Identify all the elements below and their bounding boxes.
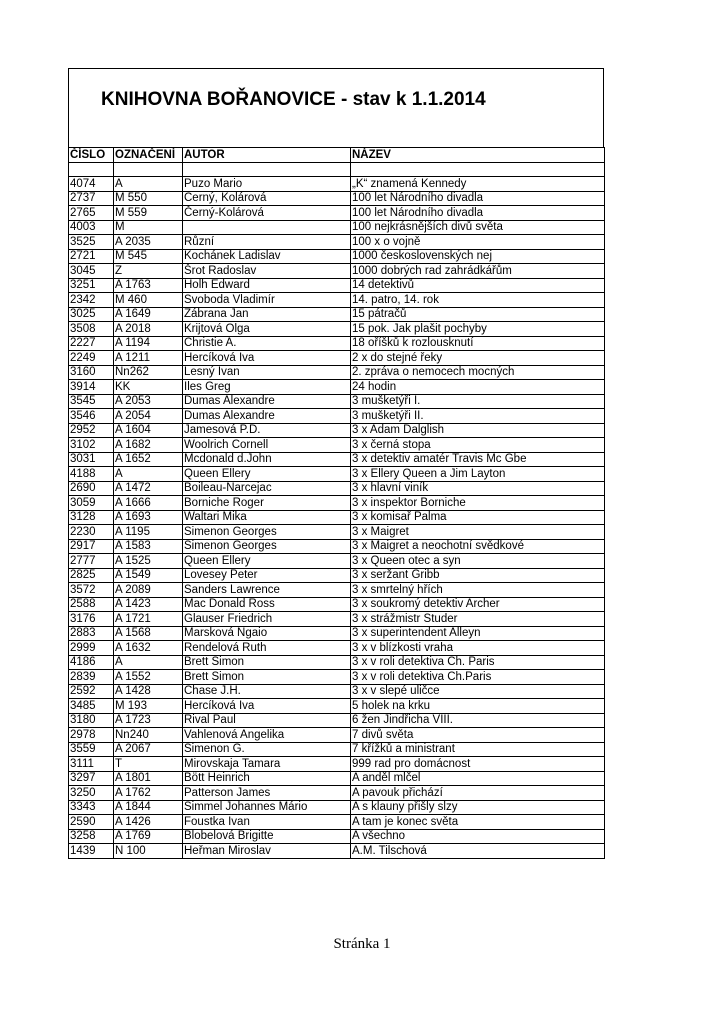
- cislo-cell: 3545: [69, 394, 114, 409]
- table-row: [69, 742, 605, 757]
- table-row: [69, 322, 605, 337]
- autor-cell: Rendelová Ruth: [183, 641, 351, 656]
- nazev-cell: 999 rad pro domácnost: [351, 757, 605, 772]
- table-row: [69, 307, 605, 322]
- autor-cell: Heřman Miroslav: [183, 844, 351, 859]
- empty-cell: [351, 162, 605, 177]
- nazev-cell: 6 žen Jindřicha VIII.: [351, 713, 605, 728]
- nazev-cell: 14. patro, 14. rok: [351, 293, 605, 308]
- autor-cell: Svoboda Vladimír: [183, 293, 351, 308]
- oznaceni-cell: A 1194: [114, 336, 183, 351]
- nazev-cell: 24 hodin: [351, 380, 605, 395]
- cislo-cell: 3914: [69, 380, 114, 395]
- table-row: [69, 612, 605, 627]
- oznaceni-cell: A 1763: [114, 278, 183, 293]
- oznaceni-cell: A 1583: [114, 539, 183, 554]
- autor-cell: [183, 220, 351, 235]
- empty-cell: [69, 162, 114, 177]
- oznaceni-cell: A 1604: [114, 423, 183, 438]
- autor-cell: Hercíková Iva: [183, 699, 351, 714]
- autor-cell: Boileau-Narcejac: [183, 481, 351, 496]
- oznaceni-cell: A 1721: [114, 612, 183, 627]
- oznaceni-cell: A 1428: [114, 684, 183, 699]
- nazev-cell: 3 x v slepé uličce: [351, 684, 605, 699]
- autor-cell: Dumas Alexandre: [183, 394, 351, 409]
- table-row: [69, 510, 605, 525]
- nazev-cell: 2 x do stejné řeky: [351, 351, 605, 366]
- table-row: [69, 264, 605, 279]
- autor-cell: Jamesová P.D.: [183, 423, 351, 438]
- autor-cell: Mcdonald d.John: [183, 452, 351, 467]
- nazev-cell: 3 x Maigret: [351, 525, 605, 540]
- cislo-cell: 2777: [69, 554, 114, 569]
- nazev-cell: 7 divů světa: [351, 728, 605, 743]
- nazev-cell: A.M. Tilschová: [351, 844, 605, 859]
- nazev-cell: 15 pok. Jak plašit pochyby: [351, 322, 605, 337]
- nazev-cell: 100 nejkrásnějších divů světa: [351, 220, 605, 235]
- nazev-cell: 3 x smrtelný hřích: [351, 583, 605, 598]
- autor-cell: Blobelová Brigitte: [183, 829, 351, 844]
- autor-cell: Brett Simon: [183, 655, 351, 670]
- title-cell: [68, 68, 604, 147]
- cislo-cell: 3180: [69, 713, 114, 728]
- cislo-cell: 2825: [69, 568, 114, 583]
- autor-cell: Rival Paul: [183, 713, 351, 728]
- nazev-cell: 1000 dobrých rad zahrádkářům: [351, 264, 605, 279]
- nazev-cell: 3 mušketýři II.: [351, 409, 605, 424]
- cislo-cell: 3485: [69, 699, 114, 714]
- cislo-cell: 3250: [69, 786, 114, 801]
- cislo-cell: 2590: [69, 815, 114, 830]
- oznaceni-cell: Nn262: [114, 365, 183, 380]
- nazev-cell: 3 x detektiv amatér Travis Mc Gbe: [351, 452, 605, 467]
- oznaceni-cell: A: [114, 467, 183, 482]
- table-row: [69, 452, 605, 467]
- oznaceni-cell: A 2053: [114, 394, 183, 409]
- page-footer: Stránka 1: [333, 936, 391, 952]
- oznaceni-cell: A 1769: [114, 829, 183, 844]
- table-row: [69, 249, 605, 264]
- nazev-cell: 100 let Národního divadla: [351, 191, 605, 206]
- autor-cell: Puzo Mario: [183, 177, 351, 192]
- table-row: [69, 699, 605, 714]
- table-row: [69, 496, 605, 511]
- autor-cell: Krijtová Olga: [183, 322, 351, 337]
- nazev-cell: 3 x inspektor Borniche: [351, 496, 605, 511]
- autor-cell: Bött Heinrich: [183, 771, 351, 786]
- cislo-cell: 2917: [69, 539, 114, 554]
- column-header-cislo: ČÍSLO: [69, 148, 114, 163]
- table-row: [69, 467, 605, 482]
- nazev-cell: A všechno: [351, 829, 605, 844]
- autor-cell: Černý, Kolárová: [183, 191, 351, 206]
- oznaceni-cell: N 100: [114, 844, 183, 859]
- oznaceni-cell: A 2089: [114, 583, 183, 598]
- oznaceni-cell: A 2054: [114, 409, 183, 424]
- nazev-cell: 3 x strážmistr Studer: [351, 612, 605, 627]
- table-row: [69, 655, 605, 670]
- table-row: [69, 394, 605, 409]
- autor-cell: Patterson James: [183, 786, 351, 801]
- cislo-cell: 3297: [69, 771, 114, 786]
- cislo-cell: 3160: [69, 365, 114, 380]
- table-row: [69, 597, 605, 612]
- oznaceni-cell: M 460: [114, 293, 183, 308]
- cislo-cell: 4074: [69, 177, 114, 192]
- empty-cell: [114, 162, 183, 177]
- autor-cell: Šrot Radoslav: [183, 264, 351, 279]
- cislo-cell: 2227: [69, 336, 114, 351]
- autor-cell: Sanders Lawrence: [183, 583, 351, 598]
- header-row: [69, 148, 605, 163]
- cislo-cell: 2342: [69, 293, 114, 308]
- autor-cell: Různí: [183, 235, 351, 250]
- autor-cell: Hercíková Iva: [183, 351, 351, 366]
- cislo-cell: 2592: [69, 684, 114, 699]
- nazev-cell: 5 holek na krku: [351, 699, 605, 714]
- page-title: KNIHOVNA BOŘANOVICE - stav k 1.1.2014: [101, 89, 486, 110]
- autor-cell: Dumas Alexandre: [183, 409, 351, 424]
- column-header-nazev: NÁZEV: [351, 148, 605, 163]
- table-row: [69, 438, 605, 453]
- table-row: [69, 220, 605, 235]
- table-row: [69, 626, 605, 641]
- table-row: [69, 728, 605, 743]
- table-row: [69, 713, 605, 728]
- autor-cell: Chase J.H.: [183, 684, 351, 699]
- cislo-cell: 3031: [69, 452, 114, 467]
- autor-cell: Foustka Ivan: [183, 815, 351, 830]
- table-row: [69, 177, 605, 192]
- library-table: [68, 147, 605, 859]
- nazev-cell: 100 x o vojně: [351, 235, 605, 250]
- nazev-cell: A tam je konec světa: [351, 815, 605, 830]
- table-row: [69, 206, 605, 221]
- oznaceni-cell: A 1552: [114, 670, 183, 685]
- column-header-oznaceni: OZNAČENÍ: [114, 148, 183, 163]
- autor-cell: Simenon Georges: [183, 525, 351, 540]
- oznaceni-cell: M 545: [114, 249, 183, 264]
- oznaceni-cell: A 2018: [114, 322, 183, 337]
- cislo-cell: 2737: [69, 191, 114, 206]
- cislo-cell: 2721: [69, 249, 114, 264]
- table-row: [69, 409, 605, 424]
- nazev-cell: 7 křížků a ministrant: [351, 742, 605, 757]
- cislo-cell: 4186: [69, 655, 114, 670]
- oznaceni-cell: A 1682: [114, 438, 183, 453]
- empty-cell: [183, 162, 351, 177]
- nazev-cell: 100 let Národního divadla: [351, 206, 605, 221]
- cislo-cell: 2839: [69, 670, 114, 685]
- autor-cell: Černý-Kolárová: [183, 206, 351, 221]
- autor-cell: Borniche Roger: [183, 496, 351, 511]
- table-row: [69, 278, 605, 293]
- oznaceni-cell: A: [114, 655, 183, 670]
- oznaceni-cell: A 1723: [114, 713, 183, 728]
- oznaceni-cell: A 2067: [114, 742, 183, 757]
- nazev-cell: 3 mušketýři I.: [351, 394, 605, 409]
- autor-cell: Glauser Friedrich: [183, 612, 351, 627]
- autor-cell: Simenon Georges: [183, 539, 351, 554]
- spreadsheet: [68, 68, 604, 859]
- cislo-cell: 3572: [69, 583, 114, 598]
- oznaceni-cell: A 1632: [114, 641, 183, 656]
- autor-cell: Vahlenová Angelika: [183, 728, 351, 743]
- cislo-cell: 2999: [69, 641, 114, 656]
- nazev-cell: 3 x v roli detektiva Ch. Paris: [351, 655, 605, 670]
- oznaceni-cell: M 559: [114, 206, 183, 221]
- table-row: [69, 191, 605, 206]
- nazev-cell: 3 x černá stopa: [351, 438, 605, 453]
- cislo-cell: 3258: [69, 829, 114, 844]
- table-row: [69, 757, 605, 772]
- cislo-cell: 3251: [69, 278, 114, 293]
- oznaceni-cell: A 1472: [114, 481, 183, 496]
- oznaceni-cell: A 1801: [114, 771, 183, 786]
- cislo-cell: 3508: [69, 322, 114, 337]
- table-row: [69, 568, 605, 583]
- cislo-cell: 2690: [69, 481, 114, 496]
- table-row: [69, 554, 605, 569]
- nazev-cell: 3 x Maigret a neochotní svědkové: [351, 539, 605, 554]
- oznaceni-cell: A 1525: [114, 554, 183, 569]
- table-row: [69, 525, 605, 540]
- autor-cell: Queen Ellery: [183, 554, 351, 569]
- table-row: [69, 800, 605, 815]
- nazev-cell: 3 x hlavní viník: [351, 481, 605, 496]
- oznaceni-cell: A 1652: [114, 452, 183, 467]
- nazev-cell: 3 x v roli detektiva Ch.Paris: [351, 670, 605, 685]
- table-row: [69, 336, 605, 351]
- nazev-cell: A anděl mlčel: [351, 771, 605, 786]
- autor-cell: Queen Ellery: [183, 467, 351, 482]
- nazev-cell: 14 detektivů: [351, 278, 605, 293]
- table-row: [69, 670, 605, 685]
- nazev-cell: 3 x Queen otec a syn: [351, 554, 605, 569]
- nazev-cell: A pavouk přichází: [351, 786, 605, 801]
- oznaceni-cell: A 1423: [114, 597, 183, 612]
- nazev-cell: 3 x Adam Dalglish: [351, 423, 605, 438]
- autor-cell: Holh Edward: [183, 278, 351, 293]
- nazev-cell: 3 x v blízkosti vraha: [351, 641, 605, 656]
- oznaceni-cell: M 193: [114, 699, 183, 714]
- autor-cell: Christie A.: [183, 336, 351, 351]
- table-row: [69, 583, 605, 598]
- cislo-cell: 2952: [69, 423, 114, 438]
- cislo-cell: 3343: [69, 800, 114, 815]
- autor-cell: Mirovskaja Tamara: [183, 757, 351, 772]
- cislo-cell: 3102: [69, 438, 114, 453]
- oznaceni-cell: M: [114, 220, 183, 235]
- nazev-cell: „K“ znamená Kennedy: [351, 177, 605, 192]
- oznaceni-cell: A 1762: [114, 786, 183, 801]
- autor-cell: Simenon G.: [183, 742, 351, 757]
- autor-cell: Marsková Ngaio: [183, 626, 351, 641]
- nazev-cell: 3 x komisař Palma: [351, 510, 605, 525]
- oznaceni-cell: A 1195: [114, 525, 183, 540]
- cislo-cell: 3128: [69, 510, 114, 525]
- table-row: [69, 423, 605, 438]
- nazev-cell: 18 oříšků k rozlousknutí: [351, 336, 605, 351]
- nazev-cell: 3 x Ellery Queen a Jim Layton: [351, 467, 605, 482]
- cislo-cell: 3546: [69, 409, 114, 424]
- table-row: [69, 293, 605, 308]
- nazev-cell: 2. zpráva o nemocech mocných: [351, 365, 605, 380]
- table-row: [69, 684, 605, 699]
- cislo-cell: 3176: [69, 612, 114, 627]
- oznaceni-cell: T: [114, 757, 183, 772]
- table-row: [69, 815, 605, 830]
- oznaceni-cell: A 1211: [114, 351, 183, 366]
- autor-cell: Lesný Ivan: [183, 365, 351, 380]
- table-row: [69, 365, 605, 380]
- cislo-cell: 3025: [69, 307, 114, 322]
- oznaceni-cell: KK: [114, 380, 183, 395]
- nazev-cell: A s klauny přišly slzy: [351, 800, 605, 815]
- oznaceni-cell: A 1549: [114, 568, 183, 583]
- cislo-cell: 3525: [69, 235, 114, 250]
- cislo-cell: 3559: [69, 742, 114, 757]
- table-row: [69, 771, 605, 786]
- oznaceni-cell: A 1666: [114, 496, 183, 511]
- autor-cell: Waltari Mika: [183, 510, 351, 525]
- autor-cell: Simmel Johannes Mário: [183, 800, 351, 815]
- cislo-cell: 1439: [69, 844, 114, 859]
- cislo-cell: 4003: [69, 220, 114, 235]
- oznaceni-cell: A 1568: [114, 626, 183, 641]
- oznaceni-cell: Nn240: [114, 728, 183, 743]
- autor-cell: Kochánek Ladislav: [183, 249, 351, 264]
- table-row: [69, 481, 605, 496]
- nazev-cell: 15 pátračů: [351, 307, 605, 322]
- cislo-cell: 2230: [69, 525, 114, 540]
- table-row: [69, 641, 605, 656]
- nazev-cell: 1000 československých nej: [351, 249, 605, 264]
- oznaceni-cell: A 2035: [114, 235, 183, 250]
- autor-cell: Brett Simon: [183, 670, 351, 685]
- cislo-cell: 3111: [69, 757, 114, 772]
- oznaceni-cell: A 1649: [114, 307, 183, 322]
- table-row: [69, 844, 605, 859]
- table-row: [69, 380, 605, 395]
- oznaceni-cell: Z: [114, 264, 183, 279]
- autor-cell: Woolrich Cornell: [183, 438, 351, 453]
- cislo-cell: 3045: [69, 264, 114, 279]
- autor-cell: Mac Donald Ross: [183, 597, 351, 612]
- cislo-cell: 4188: [69, 467, 114, 482]
- oznaceni-cell: A 1693: [114, 510, 183, 525]
- cislo-cell: 2588: [69, 597, 114, 612]
- table-row: [69, 351, 605, 366]
- autor-cell: Iles Greg: [183, 380, 351, 395]
- autor-cell: Zábrana Jan: [183, 307, 351, 322]
- cislo-cell: 3059: [69, 496, 114, 511]
- cislo-cell: 2883: [69, 626, 114, 641]
- empty-row: [69, 162, 605, 177]
- cislo-cell: 2249: [69, 351, 114, 366]
- nazev-cell: 3 x superintendent Alleyn: [351, 626, 605, 641]
- cislo-cell: 2765: [69, 206, 114, 221]
- table-row: [69, 786, 605, 801]
- column-header-autor: AUTOR: [183, 148, 351, 163]
- cislo-cell: 2978: [69, 728, 114, 743]
- table-row: [69, 235, 605, 250]
- autor-cell: Lovesey Peter: [183, 568, 351, 583]
- oznaceni-cell: A 1844: [114, 800, 183, 815]
- oznaceni-cell: M 550: [114, 191, 183, 206]
- table-row: [69, 539, 605, 554]
- table-row: [69, 829, 605, 844]
- oznaceni-cell: A: [114, 177, 183, 192]
- nazev-cell: 3 x soukromý detektiv Archer: [351, 597, 605, 612]
- nazev-cell: 3 x seržant Gribb: [351, 568, 605, 583]
- oznaceni-cell: A 1426: [114, 815, 183, 830]
